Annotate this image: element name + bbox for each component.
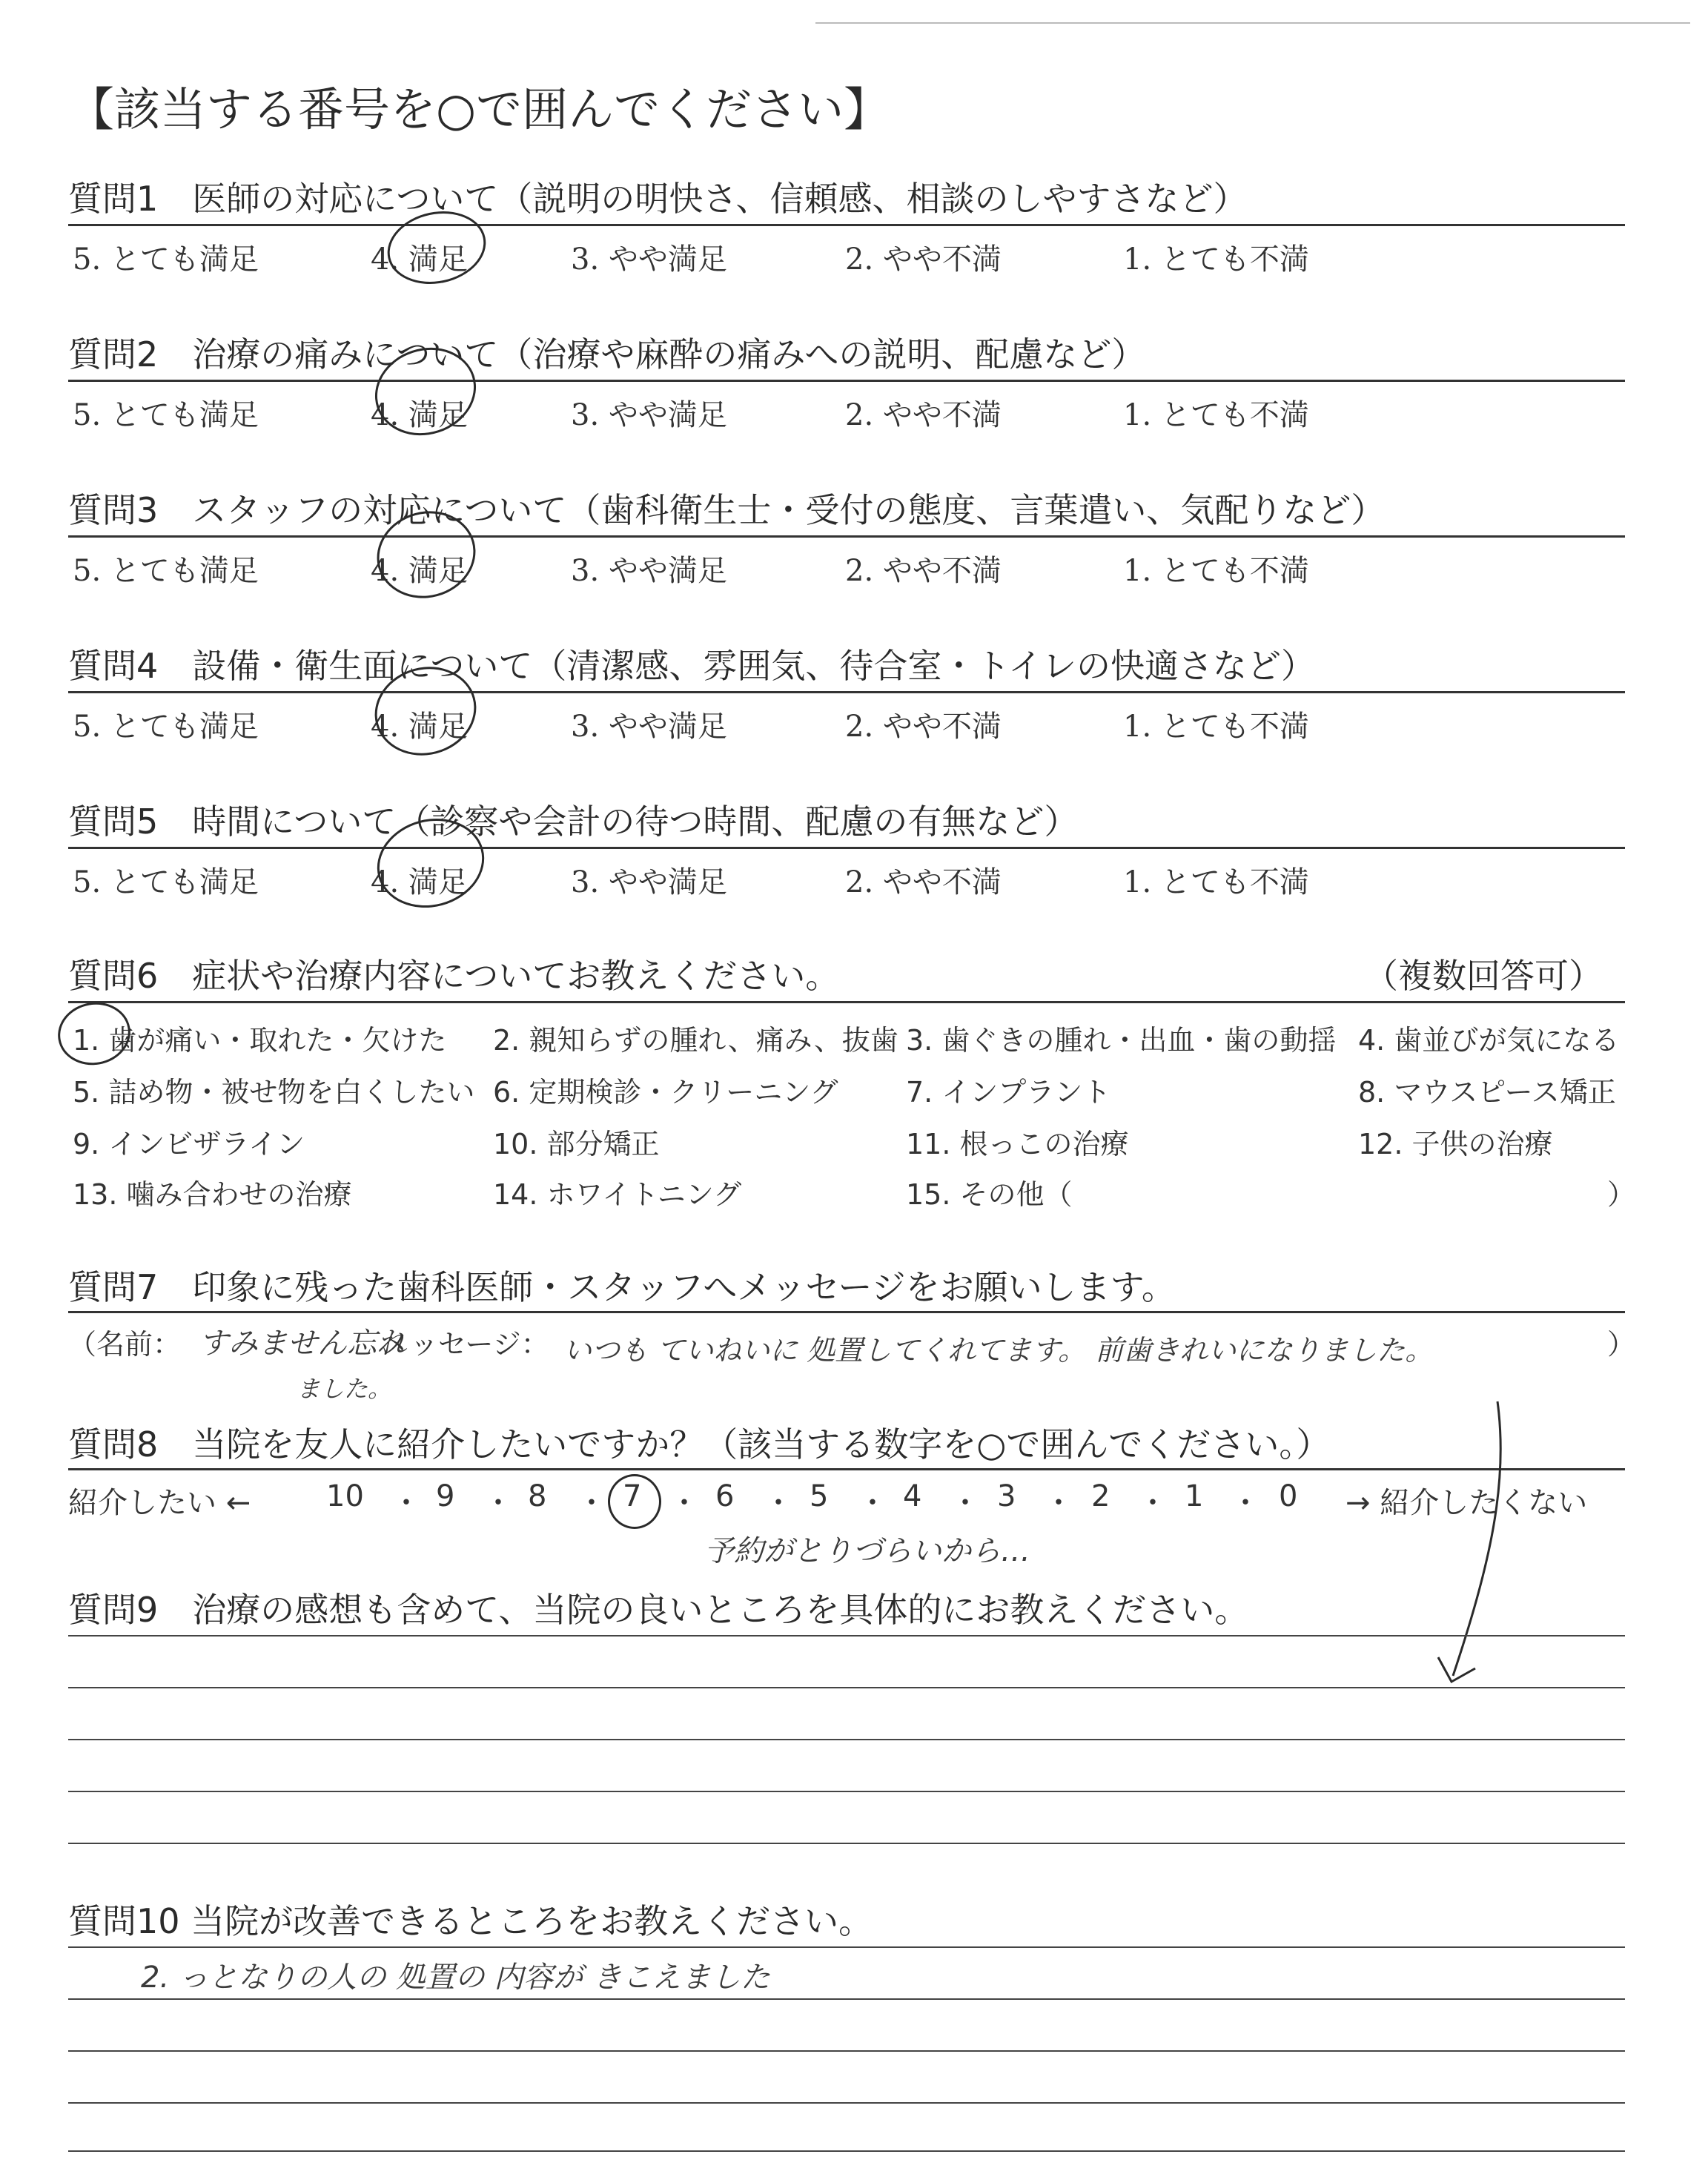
q7-label: 質問7 印象に残った歯科医師・スタッフへメッセージをお願いします。 [68,1267,1176,1307]
q2-option-5[interactable]: 5. とても満足 [73,398,259,432]
q1-rule [68,224,1625,226]
q6-answer-circle [53,997,135,1071]
q4-option-3[interactable]: 3. やや満足 [571,710,727,744]
q8-rule [68,1468,1625,1470]
q2-option-4[interactable]: 4. 満足 [371,398,468,432]
q8-scale-sep: ・ [577,1486,606,1520]
q6-label: 質問6 症状や治療内容についてお教えください。 [68,956,840,996]
q8-scale-8[interactable]: 8 [528,1479,547,1513]
q8-scale-10[interactable]: 10 [326,1479,364,1513]
q6-option-3[interactable]: 3. 歯ぐきの腫れ・出血・歯の動揺 [906,1024,1337,1057]
q4-label: 質問4 設備・衛生面について（清潔感、雰囲気、待合室・トイレの快適さなど） [68,646,1316,686]
q8-right-label: → 紹介したくない [1345,1486,1588,1520]
q1-option-4[interactable]: 4. 満足 [371,242,468,277]
q8-scale-3[interactable]: 3 [997,1479,1016,1513]
q6-option-1[interactable]: 1. 歯が痛い・取れた・欠けた [73,1024,447,1057]
q5-option-2[interactable]: 2. やや不満 [845,865,1002,899]
q10-rule-1 [68,1946,1625,1948]
q8-scale-1[interactable]: 1 [1185,1479,1204,1513]
q7-name-value-line2: ました。 [297,1375,392,1403]
q9-rule-4[interactable] [68,1791,1625,1792]
q8-scale-sep: ・ [858,1486,887,1520]
q4-option-1[interactable]: 1. とても不満 [1123,710,1309,744]
q9-rule-2[interactable] [68,1687,1625,1688]
q3-rule [68,535,1625,538]
q8-handwritten-note: 予約がとりづらいから… [704,1534,1030,1568]
q3-option-2[interactable]: 2. やや不満 [845,554,1002,588]
handwritten-arrow-icon [1409,1394,1527,1705]
q8-scale-sep: ・ [669,1486,699,1520]
q8-scale-sep: ・ [483,1486,513,1520]
q4-rule [68,691,1625,693]
q6-option-9[interactable]: 9. インビザライン [73,1128,305,1160]
q2-option-3[interactable]: 3. やや満足 [571,398,727,432]
q5-rule [68,847,1625,849]
q10-label: 質問10 当院が改善できるところをお教えください。 [68,1901,873,1941]
q2-option-1[interactable]: 1. とても不満 [1123,398,1309,432]
page-title: 【該当する番号を○で囲んでください】 [68,82,890,136]
q3-label: 質問3 スタッフの対応について（歯科衛生士・受付の態度、言葉遣い、気配りなど） [68,490,1386,530]
q6-option-8[interactable]: 8. マウスピース矯正 [1358,1076,1616,1109]
q5-option-5[interactable]: 5. とても満足 [73,865,259,899]
q1-label: 質問1 医師の対応について（説明の明快さ、信頼感、相談のしやすさなど） [68,179,1248,219]
q6-option-5[interactable]: 5. 詰め物・被せ物を白くしたい [73,1076,475,1109]
q4-option-4[interactable]: 4. 満足 [371,710,468,744]
q8-scale-4[interactable]: 4 [903,1479,922,1513]
q8-scale-sep: ・ [1231,1486,1260,1520]
q9-rule-1 [68,1635,1625,1636]
q6-option-7[interactable]: 7. インプラント [906,1076,1111,1109]
q3-option-4[interactable]: 4. 満足 [371,554,468,588]
q10-rule-4[interactable] [68,2102,1625,2104]
q10-rule-2[interactable] [68,1998,1625,2000]
top-edge-line [815,22,1690,24]
q5-option-1[interactable]: 1. とても不満 [1123,865,1309,899]
q8-scale-6[interactable]: 6 [715,1479,735,1513]
q6-option-15-close: ） [1607,1178,1636,1211]
q1-option-2[interactable]: 2. やや不満 [845,242,1002,277]
q10-answer[interactable]: 2. っとなりの人の 処置の 内容が きこえました [141,1961,771,1995]
q3-option-1[interactable]: 1. とても不満 [1123,554,1309,588]
q6-option-11[interactable]: 11. 根っこの治療 [906,1128,1129,1160]
q1-option-3[interactable]: 3. やや満足 [571,242,727,277]
q8-scale-5[interactable]: 5 [810,1479,829,1513]
q1-option-5[interactable]: 5. とても満足 [73,242,259,277]
q8-answer-circle [608,1474,661,1529]
q4-option-5[interactable]: 5. とても満足 [73,710,259,744]
q8-scale-sep: ・ [1138,1486,1168,1520]
q8-scale-9[interactable]: 9 [436,1479,455,1513]
q3-option-3[interactable]: 3. やや満足 [571,554,727,588]
q8-scale-7[interactable]: 7 [623,1479,642,1513]
q6-rule [68,1001,1625,1003]
q8-scale-sep: ・ [950,1486,980,1520]
q8-scale-2[interactable]: 2 [1091,1479,1110,1513]
q3-option-5[interactable]: 5. とても満足 [73,554,259,588]
q2-option-2[interactable]: 2. やや不満 [845,398,1002,432]
q4-option-2[interactable]: 2. やや不満 [845,710,1002,744]
q1-option-1[interactable]: 1. とても不満 [1123,242,1309,277]
q6-note: （複数回答可） [1364,956,1603,996]
q6-option-15[interactable]: 15. その他（ [906,1178,1073,1211]
q8-scale-sep: ・ [391,1486,421,1520]
q6-option-14[interactable]: 14. ホワイトニング [493,1178,742,1211]
q7-rule [68,1311,1625,1313]
q10-rule-5[interactable] [68,2150,1625,2152]
q6-option-6[interactable]: 6. 定期検診・クリーニング [493,1076,838,1109]
q6-option-12[interactable]: 12. 子供の治療 [1358,1128,1553,1160]
q8-scale-0[interactable]: 0 [1279,1479,1298,1513]
q2-label: 質問2 治療の痛みについて（治療や麻酔の痛みへの説明、配慮など） [68,334,1146,374]
q5-option-3[interactable]: 3. やや満足 [571,865,727,899]
q7-close-paren: ） [1607,1328,1636,1361]
q5-option-4[interactable]: 4. 満足 [371,865,468,899]
q2-rule [68,380,1625,382]
q7-name-label: （名前： [68,1328,182,1361]
q9-label: 質問9 治療の感想も含めて、当院の良いところを具体的にお教えください。 [68,1590,1249,1630]
q7-message-label: メッセージ： [382,1328,549,1361]
q6-option-2[interactable]: 2. 親知らずの腫れ、痛み、抜歯 [493,1024,898,1057]
q8-scale-sep: ・ [764,1486,793,1520]
q10-rule-3[interactable] [68,2050,1625,2052]
q8-scale-sep: ・ [1044,1486,1073,1520]
q7-name-value-line1: すみません忘れ [199,1327,406,1361]
q7-message-value[interactable]: いつも ていねいに 処置してくれてます。 前歯きれいになりました。 [563,1334,1434,1367]
q6-option-13[interactable]: 13. 噛み合わせの治療 [73,1178,352,1211]
q9-rule-5[interactable] [68,1843,1625,1844]
q8-left-label: 紹介したい ← [68,1486,251,1520]
q9-rule-3[interactable] [68,1739,1625,1740]
q5-label: 質問5 時間について（診察や会計の待つ時間、配慮の有無など） [68,802,1079,842]
q8-label: 質問8 当院を友人に紹介したいですか？（該当する数字を○で囲んでください。） [68,1424,1331,1464]
q6-option-10[interactable]: 10. 部分矯正 [493,1128,660,1160]
q6-option-4[interactable]: 4. 歯並びが気になる [1358,1024,1620,1057]
